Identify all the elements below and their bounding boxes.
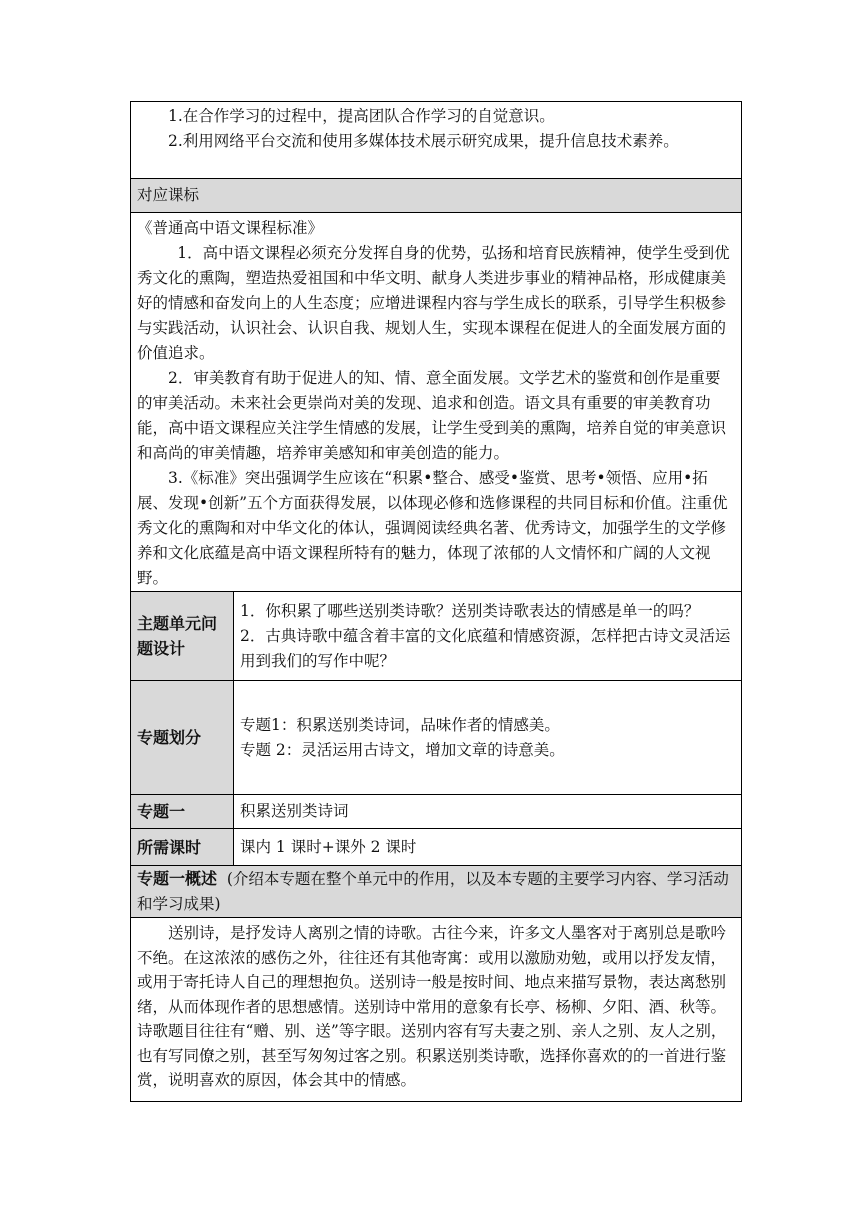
- topic-2: 专题 2：灵活运用古诗文，增加文章的诗意美。: [240, 740, 565, 759]
- topics-row: [131, 681, 742, 795]
- hours-row: [131, 829, 742, 866]
- overview-label: 专题一概述: [137, 869, 218, 888]
- overview-note: (介绍本专题在整个单元中的作用，以及本专题的主要学习内容、学习活动和学习成果): [137, 870, 729, 913]
- standards-row: [131, 213, 742, 592]
- goals-row: [131, 102, 742, 179]
- unit-question-1: 1．你积累了哪些送别类诗歌？送别类诗歌表达的情感是单一的吗？: [240, 601, 700, 620]
- standards-title: 《普通高中语文课程标准》: [137, 219, 324, 237]
- overview-text: 送别诗，是抒发诗人离别之情的诗歌。古往今来，许多文人墨客对于离别总是歌吟不绝。在这浓浓的感伤之外，往往还有其他寄寓：或用以激励劝勉，或用以抒发友情，或用于寄托诗人自己的理想抱负。送别诗一般是按时间、地点来描写景物，表达离愁别绪，从而体现作者的思想感情。送别诗中常用的意象有长亭、杨柳、夕阳、酒、秋等。诗歌题目往往有“赠、别、送”等字眼。送别内容有写夫妻之别、亲人之别、友人之别，也有写同僚之别，甚至写匆匆过客之别。积累送别类诗歌，选择你喜欢的的一首进行鉴赏，说明喜欢的原因，体会其中的情感。: [137, 924, 727, 1089]
- unit-question-2: 2．古典诗歌中蕴含着丰富的文化底蕴和情感资源，怎样把古诗文灵活运用到我们的写作中呢？: [240, 626, 731, 670]
- document-page: [130, 101, 741, 1102]
- unit-questions-label: 主题单元问题设计: [131, 592, 234, 681]
- unit-questions-row: [131, 592, 742, 681]
- standards-p1: 1．高中语文课程必须充分发挥自身的优势，弘扬和培育民族精神，使学生受到优秀文化的熏陶，塑造热爱祖国和中华文明、献身人类进步事业的精神品格，形成健康美好的情感和奋发向上的人生态度；应增进课程内容与学生成长的联系，引导学生积极参与实践活动，认识社会、认识自我、规划人生，实现本课程在促进人的全面发展方面的价值追求。: [137, 244, 730, 362]
- standards-p2: 2．审美教育有助于促进人的知、情、意全面发展。文学艺术的鉴赏和创作是重要的审美活动。未来社会更崇尚对美的发现、追求和创造。语文具有重要的审美教育功能，高中语文课程应关注学生情感的发展，让学生受到美的熏陶，培养自觉的审美意识和高尚的审美情趣，培养审美感知和审美创造的能力。: [137, 369, 727, 462]
- topic-1: 专题1：积累送别类诗词，品味作者的情感美。: [240, 715, 560, 734]
- topic-one-label: 专题一: [131, 795, 234, 829]
- goal-2: 2.利用网络平台交流和使用多媒体技术展示研究成果，提升信息技术素养。: [168, 132, 679, 150]
- hours-label: 所需课时: [131, 829, 234, 866]
- topic-one-value: 积累送别类诗词: [234, 795, 742, 829]
- standards-header-row: [131, 179, 742, 213]
- standards-p3: 3.《标准》突出强调学生应该在“积累•整合、感受•鉴赏、思考•领悟、应用•拓展、发现•创新”五个方面获得发展，以体现必修和选修课程的共同目标和价值。注重优秀文化的熏陶和对中华文化的体认，强调阅读经典名著、优秀诗文，加强学生的文学修养和文化底蕴是高中语文课程所特有的魅力，体现了浓郁的人文情怀和广阔的人文视野。: [137, 469, 728, 587]
- overview-row: [131, 918, 742, 1102]
- hours-value: 课内 1 课时+课外 2 课时: [234, 829, 742, 866]
- topics-label: 专题划分: [131, 681, 234, 795]
- goal-1: 1.在合作学习的过程中，提高团队合作学习的自觉意识。: [168, 107, 555, 125]
- overview-header-row: [131, 866, 742, 918]
- standards-header: 对应课标: [131, 179, 742, 213]
- lesson-plan-table: [130, 101, 742, 1102]
- topic-one-row: [131, 795, 742, 829]
